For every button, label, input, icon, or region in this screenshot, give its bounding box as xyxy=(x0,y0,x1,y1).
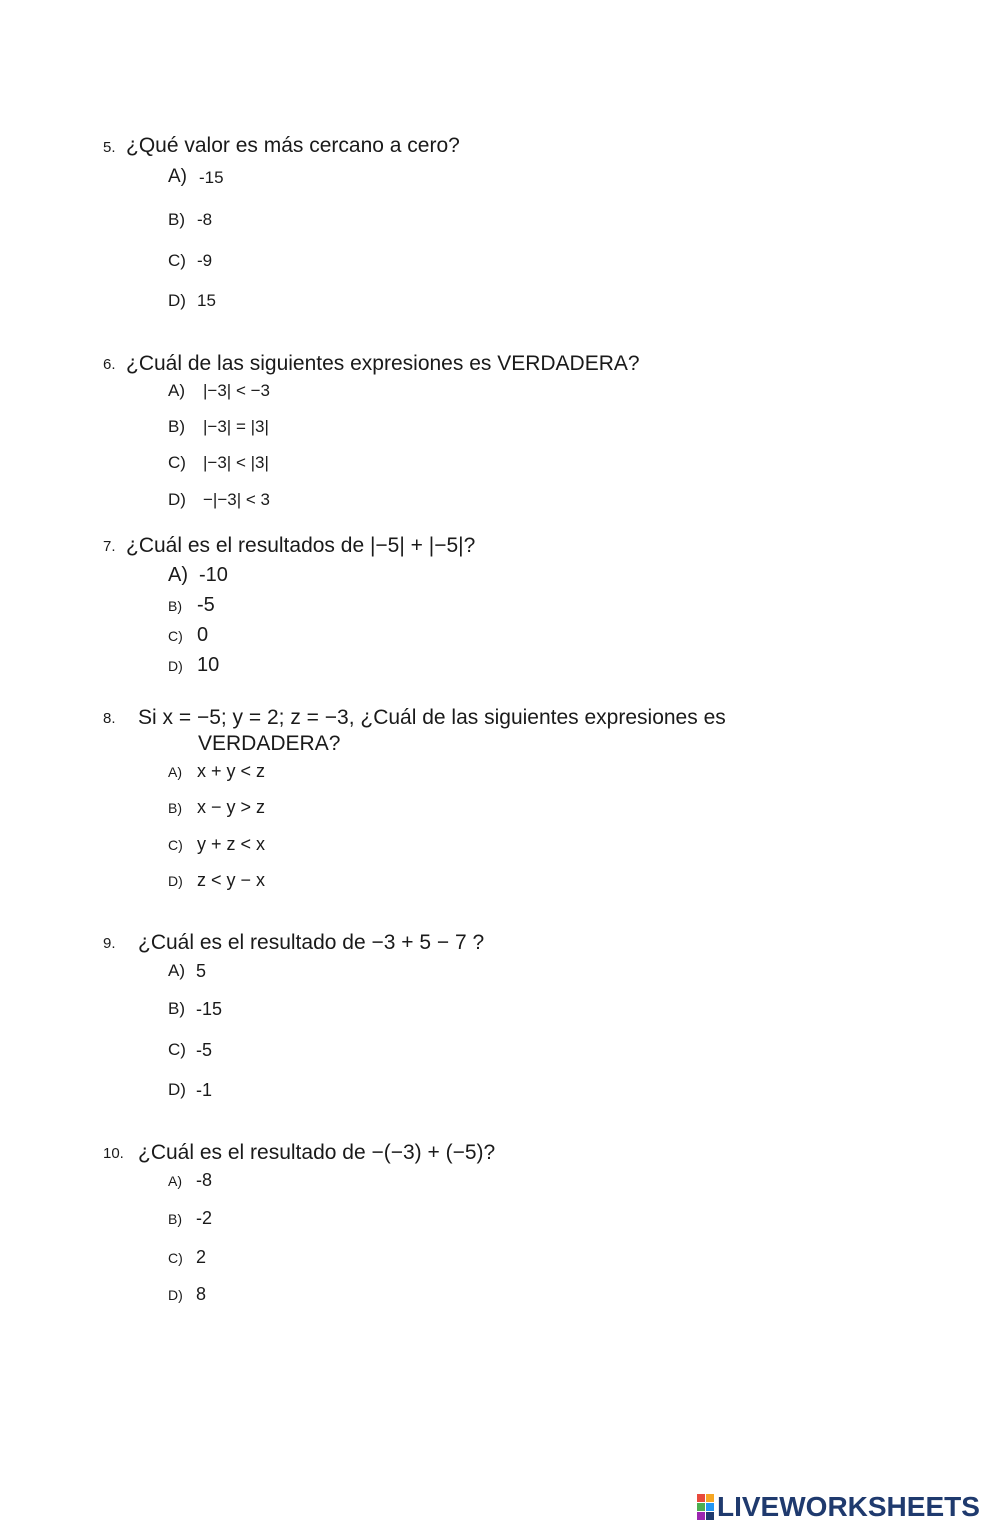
option-value: -8 xyxy=(196,1170,213,1190)
option-letter[interactable]: C) xyxy=(168,251,186,270)
logo-text: LIVEWORKSHEETS xyxy=(717,1491,980,1522)
option-value: |−3| = |3| xyxy=(203,417,269,436)
option-value: x − y > z xyxy=(197,797,266,817)
option-letter[interactable]: B) xyxy=(168,417,185,436)
option-value: -15 xyxy=(199,168,224,187)
option-letter[interactable]: D) xyxy=(168,873,183,889)
option-letter[interactable]: B) xyxy=(168,800,182,816)
question-text: ¿Cuál es el resultado de −(−3) + (−5)? xyxy=(138,1141,496,1164)
option-value: -8 xyxy=(197,210,213,229)
option-value: -10 xyxy=(199,564,228,586)
question-text: ¿Cuál es el resultados de |−5| + |−5|? xyxy=(126,534,476,557)
option-letter[interactable]: D) xyxy=(168,291,186,310)
option-value: -15 xyxy=(196,999,223,1019)
option-letter[interactable]: B) xyxy=(168,598,182,614)
question-text-line1: Si x = −5; y = 2; z = −3, ¿Cuál de las siguientes expresiones es xyxy=(138,706,726,729)
question-text: ¿Cuál es el resultado de −3 + 5 − 7 ? xyxy=(138,931,485,954)
option-letter[interactable]: C) xyxy=(168,1040,186,1059)
option-value: 10 xyxy=(197,654,220,676)
option-letter[interactable]: B) xyxy=(168,999,185,1018)
option-letter[interactable]: B) xyxy=(168,210,185,229)
option-value: |−3| < |3| xyxy=(203,453,269,472)
option-letter[interactable]: C) xyxy=(168,628,183,644)
option-value: 0 xyxy=(197,624,209,646)
option-value: -5 xyxy=(197,594,215,616)
liveworksheets-logo[interactable] xyxy=(697,1491,980,1523)
option-value: -9 xyxy=(197,251,213,270)
liveworksheets-logo-icon xyxy=(697,1494,714,1520)
option-letter[interactable]: D) xyxy=(168,1080,186,1099)
question-text-line2: VERDADERA? xyxy=(198,732,341,755)
question-number: 6. xyxy=(103,356,116,373)
option-value: |−3| < −3 xyxy=(203,381,270,400)
option-letter[interactable]: A) xyxy=(168,381,185,400)
option-letter[interactable]: C) xyxy=(168,1250,183,1266)
option-value: 5 xyxy=(196,961,207,981)
option-letter[interactable]: A) xyxy=(168,564,188,586)
option-value: -5 xyxy=(196,1040,213,1060)
option-value: z < y − x xyxy=(197,870,266,890)
option-letter[interactable]: D) xyxy=(168,1287,183,1303)
question-number: 7. xyxy=(103,538,116,555)
question-number: 10. xyxy=(103,1145,124,1162)
option-value: -1 xyxy=(196,1080,213,1100)
option-value: x + y < z xyxy=(197,761,266,781)
option-letter[interactable]: D) xyxy=(168,490,186,509)
option-letter[interactable]: A) xyxy=(168,961,185,980)
question-text: ¿Cuál de las siguientes expresiones es VERDADERA? xyxy=(126,352,640,375)
option-value: 2 xyxy=(196,1247,207,1267)
question-number: 9. xyxy=(103,935,116,952)
option-letter[interactable]: B) xyxy=(168,1211,182,1227)
option-letter[interactable]: C) xyxy=(168,837,183,853)
question-text: ¿Qué valor es más cercano a cero? xyxy=(126,134,460,157)
option-value: y + z < x xyxy=(197,834,266,854)
option-value: -2 xyxy=(196,1208,213,1228)
option-letter[interactable]: A) xyxy=(168,764,182,780)
option-letter[interactable]: C) xyxy=(168,453,186,472)
option-value: 15 xyxy=(197,291,216,310)
option-letter[interactable]: A) xyxy=(168,1173,182,1189)
option-value: 8 xyxy=(196,1284,207,1304)
option-letter[interactable]: D) xyxy=(168,658,183,674)
question-number: 8. xyxy=(103,710,116,727)
option-value: −|−3| < 3 xyxy=(203,490,270,509)
option-letter[interactable]: A) xyxy=(168,166,187,187)
question-number: 5. xyxy=(103,139,116,156)
